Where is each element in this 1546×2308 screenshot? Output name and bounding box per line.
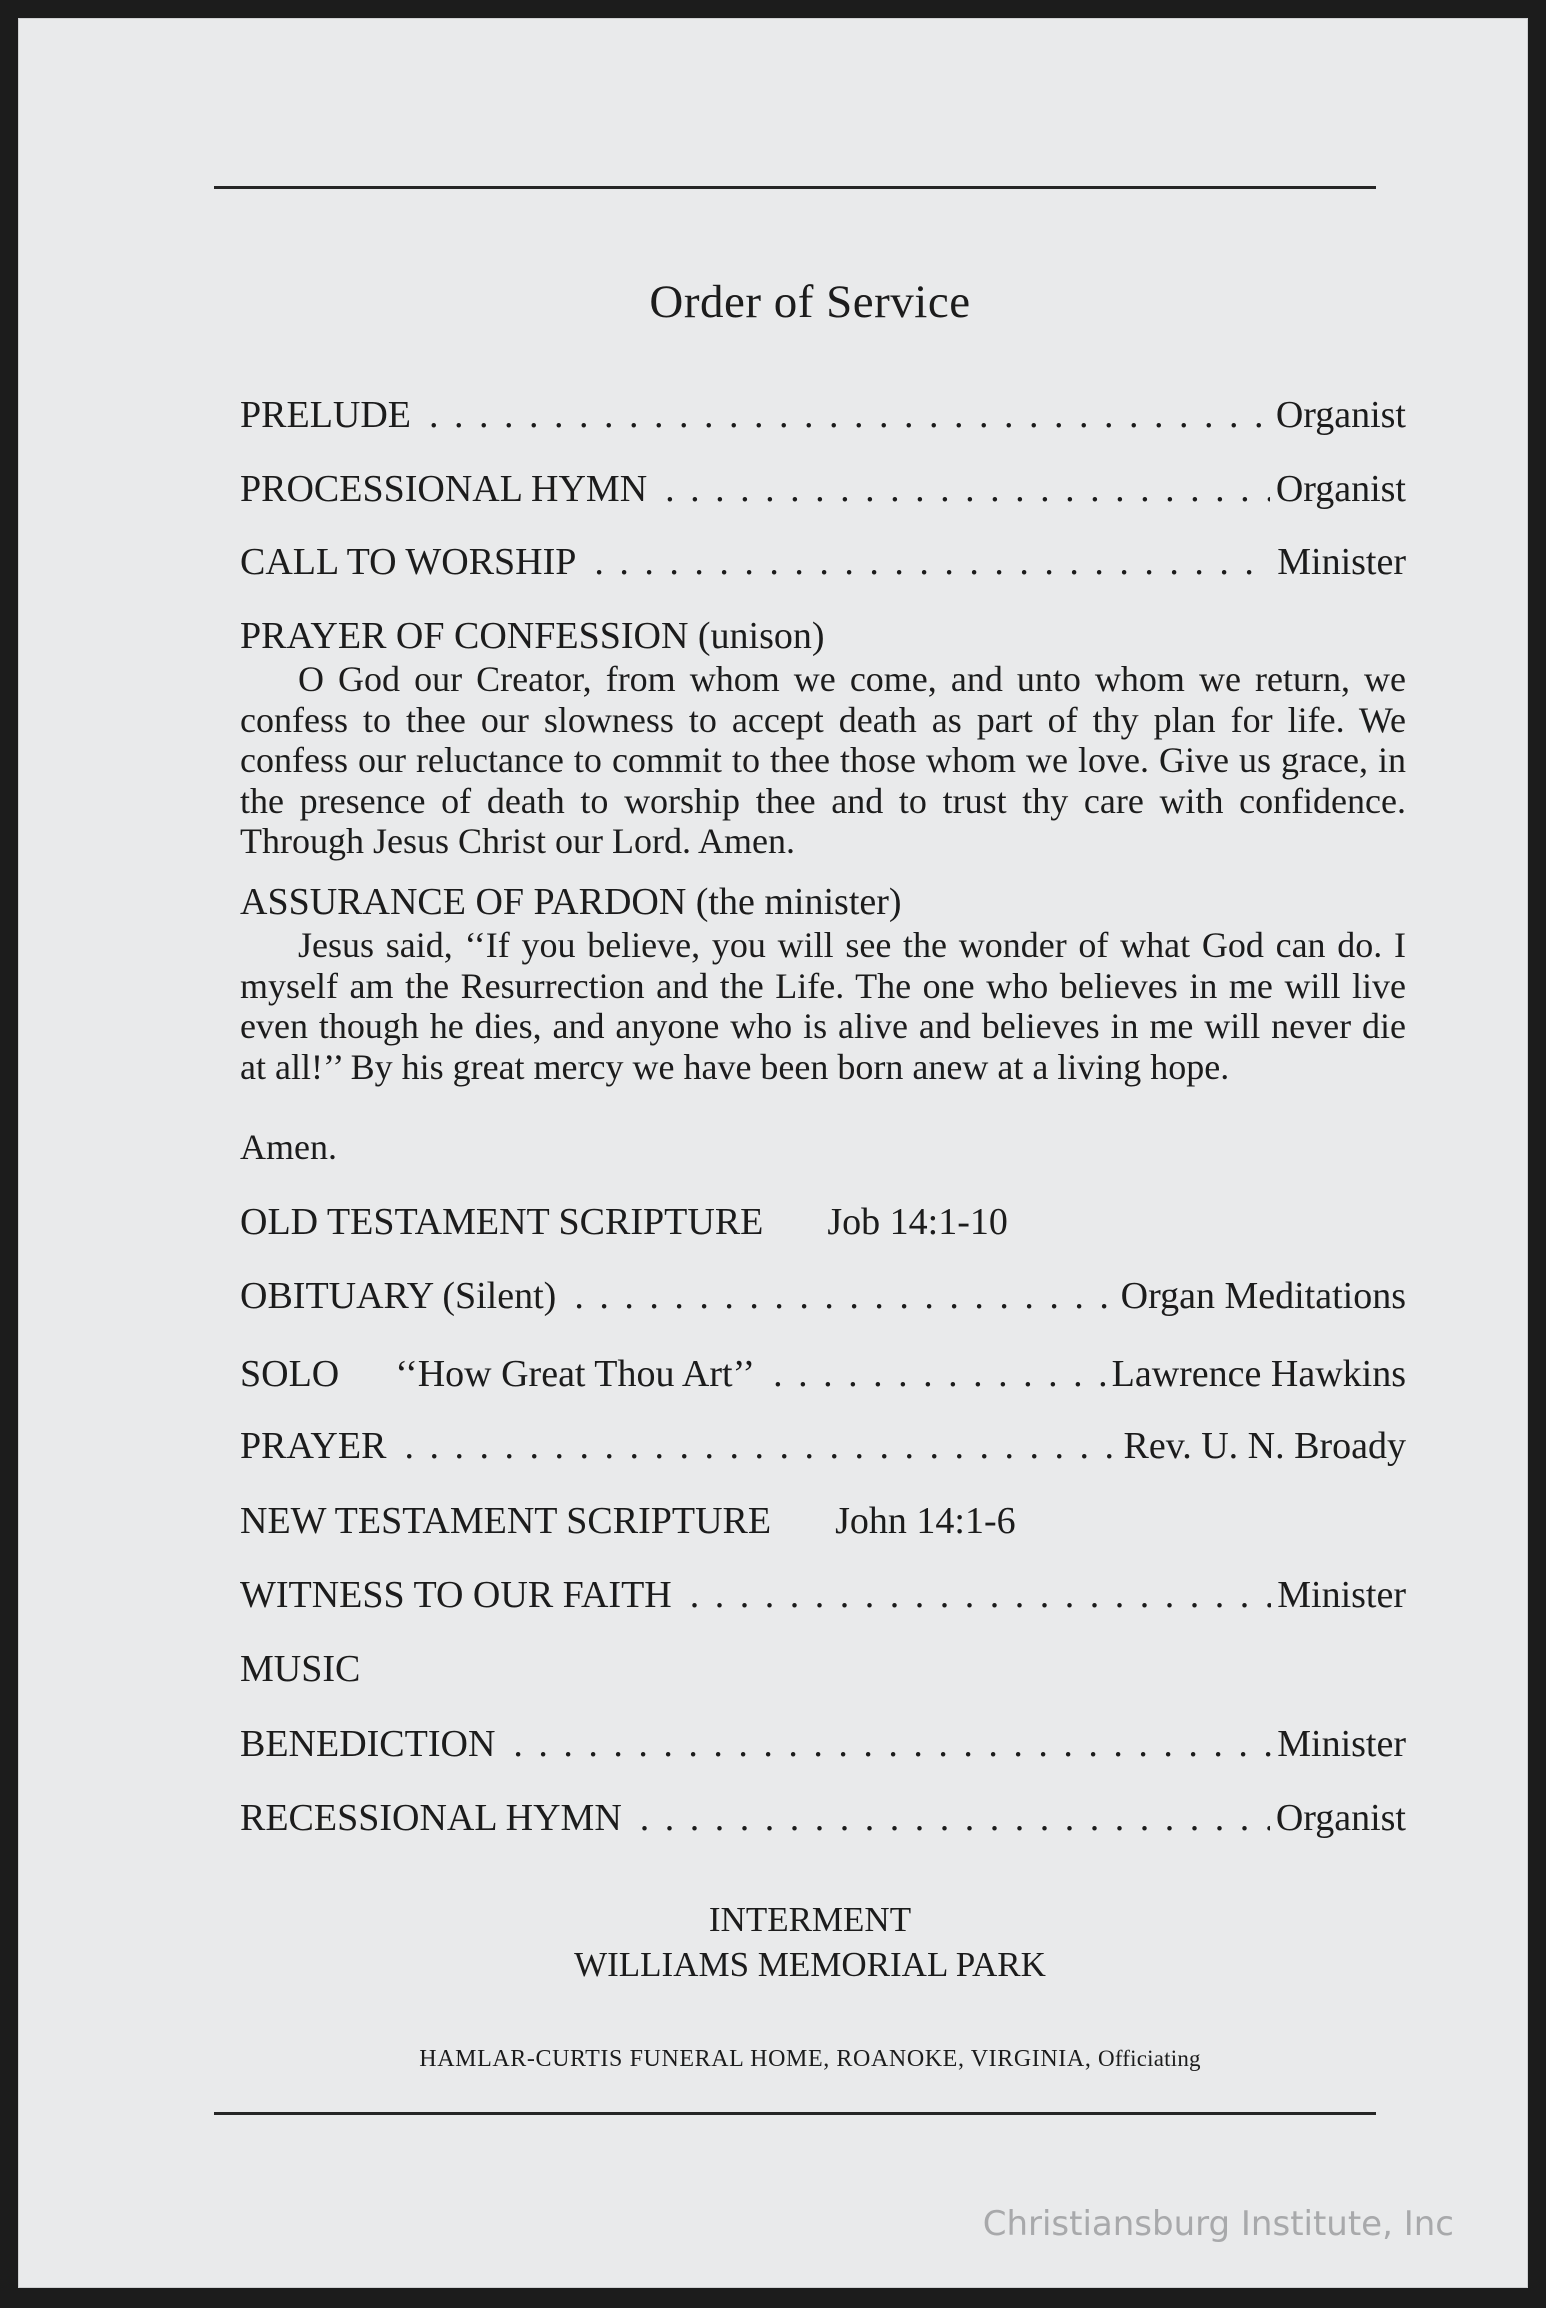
- item-label: ASSURANCE OF PARDON (the minister): [240, 881, 902, 923]
- item-label: OLD TESTAMENT SCRIPTURE: [240, 1201, 764, 1243]
- item-label: PRAYER: [240, 1425, 387, 1467]
- funeral-home-officiating: Officiating: [1098, 2046, 1201, 2071]
- item-label: OBITUARY (Silent): [240, 1275, 557, 1317]
- service-item-prelude: [240, 390, 1406, 440]
- item-label: NEW TESTAMENT SCRIPTURE: [240, 1500, 772, 1542]
- service-item-call-to-worship: [240, 537, 1406, 587]
- dot-leader: [513, 1719, 1271, 1769]
- item-performer: Lawrence Hawkins: [1111, 1353, 1406, 1395]
- assurance-amen: Amen.: [240, 1127, 337, 1167]
- program-page: [18, 18, 1528, 2288]
- item-label: PRELUDE: [240, 394, 411, 436]
- interment-place: WILLIAMS MEMORIAL PARK: [574, 1945, 1046, 1984]
- dot-leader: [429, 390, 1270, 440]
- service-item-prayer-of-confession: [240, 611, 1406, 661]
- solo-song-title: ‘‘How Great Thou Art’’: [395, 1353, 756, 1395]
- service-item-witness: [240, 1570, 1406, 1620]
- scripture-reference: Job 14:1-10: [827, 1201, 1008, 1243]
- service-item-recessional-hymn: [240, 1793, 1406, 1843]
- item-label: BENEDICTION: [240, 1723, 496, 1765]
- watermark: Christiansburg Institute, Inc: [982, 2204, 1454, 2244]
- dot-leader: [640, 1793, 1270, 1843]
- service-item-assurance-of-pardon: [240, 877, 1406, 927]
- service-item-music: [240, 1644, 1406, 1694]
- top-rule: [214, 186, 1376, 189]
- item-performer: Minister: [1277, 1574, 1406, 1616]
- service-item-processional-hymn: [240, 464, 1406, 514]
- dot-leader: [404, 1421, 1117, 1471]
- item-performer: Organ Meditations: [1120, 1275, 1406, 1317]
- item-performer: Organist: [1275, 394, 1406, 436]
- service-item-prayer: [240, 1421, 1406, 1471]
- dot-leader: [574, 1271, 1114, 1321]
- dot-leader: [690, 1570, 1271, 1620]
- prayer-of-confession-text: O God our Creator, from whom we come, and unto whom we return, we confess to thee our slowness to accept death as part of thy plan for life. We confess our reluctance to commit to thee those whom we love. Give us grace, in the presence of death to worship thee and to trust thy care with confidence. Through Jesus Christ our Lord. Amen.: [240, 659, 1406, 861]
- service-item-solo: [240, 1349, 1406, 1399]
- item-performer: Minister: [1277, 1723, 1406, 1765]
- service-item-obituary: [240, 1271, 1406, 1321]
- bottom-rule: [214, 2112, 1376, 2115]
- dot-leader: [594, 537, 1271, 587]
- item-performer: Minister: [1277, 541, 1406, 583]
- dot-leader: [665, 464, 1270, 514]
- item-label: CALL TO WORSHIP: [240, 541, 577, 583]
- assurance-of-pardon-text: Jesus said, ‘‘If you believe, you will see the wonder of what God can do. I myself am the Resurrection and the Life. The one who believes in me will live even though he dies, and anyone who is alive and believes in me will never die at all!’’ By his great mercy we have been born anew at a living hope.: [240, 925, 1406, 1087]
- item-performer: Rev. U. N. Broady: [1123, 1425, 1406, 1467]
- interment-heading: INTERMENT: [708, 1900, 912, 1939]
- item-label: RECESSIONAL HYMN: [240, 1797, 622, 1839]
- item-label: PRAYER OF CONFESSION (unison): [240, 615, 825, 657]
- item-performer: Organist: [1275, 468, 1406, 510]
- scripture-reference: John 14:1-6: [835, 1500, 1016, 1542]
- funeral-home-line: [214, 2044, 1406, 2074]
- item-label: MUSIC: [240, 1648, 361, 1690]
- service-item-old-testament: [240, 1197, 1406, 1247]
- funeral-home-name: HAMLAR-CURTIS FUNERAL HOME, ROANOKE, VIRGINIA,: [419, 2046, 1092, 2072]
- page-title: Order of Service: [649, 276, 971, 328]
- item-performer: Organist: [1275, 1797, 1406, 1839]
- item-label: SOLO: [240, 1353, 340, 1395]
- service-item-benediction: [240, 1719, 1406, 1769]
- dot-leader: [773, 1349, 1106, 1399]
- item-label: WITNESS TO OUR FAITH: [240, 1574, 672, 1616]
- item-label: PROCESSIONAL HYMN: [240, 468, 648, 510]
- service-item-new-testament: [240, 1496, 1406, 1546]
